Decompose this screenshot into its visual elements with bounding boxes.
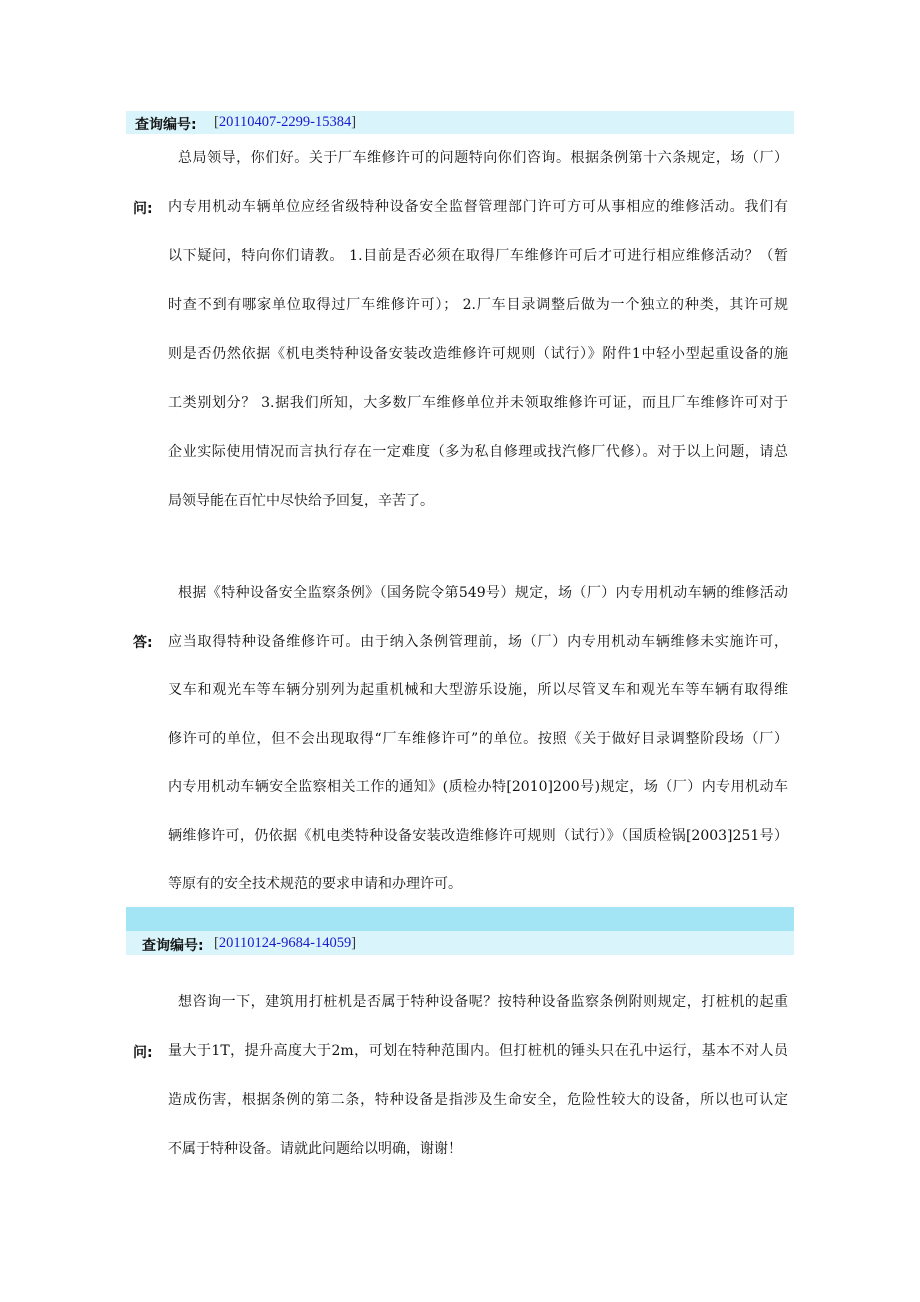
text-line: 内专用机动车辆单位应经省级特种设备安全监督管理部门许可方可从事相应的维修活动。我们有 (168, 199, 788, 215)
text-line: 辆维修许可，仍依据《机电类特种设备安装改造维修许可规则（试行）》（国质检锅[2003]251号） (168, 827, 788, 844)
text-line: 局领导能在百忙中尽快给予回复，辛苦了。 (168, 493, 434, 509)
text-line: 应当取得特种设备维修许可。由于纳入条例管理前，场（厂）内专用机动车辆维修未实施许可， (168, 633, 788, 650)
text-line: 以下疑问，特向你们请教。 1.目前是否必须在取得厂车维修许可后才可进行相应维修活动？（暂 (168, 248, 788, 264)
text-line: 造成伤害，根据条例的第二条，特种设备是指涉及生命安全，危险性较大的设备，所以也可认定 (168, 1092, 788, 1108)
separator-bar (126, 907, 794, 931)
question-label-2: 问: (133, 1045, 153, 1061)
query-id-value-2[interactable]: 20110124-9684-14059 (218, 935, 352, 951)
answer-label-1: 答: (133, 635, 153, 651)
text-line: 量大于1T，提升高度大于2m，可划在特种范围内。但打桩机的锤头只在孔中运行，基本不对人员 (168, 1043, 788, 1059)
text-line: 根据《特种设备安全监察条例》（国务院令第549号）规定，场（厂）内专用机动车辆的维修活动 (178, 585, 788, 601)
query-id-2[interactable]: [20110124-9684-14059] (214, 935, 357, 951)
text-line: 则是否仍然依据《机电类特种设备安装改造维修许可规则（试行）》附件1中轻小型起重设备的施 (168, 346, 788, 362)
query-id-label-1: 查询编号: (135, 117, 197, 133)
text-line: 企业实际使用情况而言执行存在一定难度（多为私自修理或找汽修厂代修）。对于以上问题，请总 (168, 444, 788, 460)
query-id-value-1[interactable]: 20110407-2299-15384 (218, 114, 352, 130)
query-id-1[interactable]: [20110407-2299-15384] (214, 114, 357, 130)
text-line: 工类别划分？ 3.据我们所知，大多数厂车维修单位并未领取维修许可证，而且厂车维修许可对于 (168, 395, 788, 411)
text-line: 叉车和观光车等车辆分别列为起重机械和大型游乐设施，所以尽管叉车和观光车等车辆有取得维 (168, 682, 788, 698)
text-line: 不属于特种设备。请就此问题给以明确，谢谢！ (168, 1141, 462, 1157)
question-label-1: 问: (133, 201, 153, 217)
text-line: 想咨询一下，建筑用打桩机是否属于特种设备呢？按特种设备监察条例附则规定，打桩机的起重 (178, 994, 788, 1010)
text-line: 内专用机动车辆安全监察相关工作的通知》(质检办特[2010]200号)规定，场（厂）内专用机动车 (168, 779, 788, 795)
text-line: 修许可的单位，但不会出现取得“厂车维修许可”的单位。按照《关于做好目录调整阶段场（厂） (168, 730, 788, 747)
query-id-label-2: 查询编号: (142, 938, 204, 954)
text-line: 等原有的安全技术规范的要求申请和办理许可。 (168, 876, 462, 892)
text-line: 总局领导，你们好。关于厂车维修许可的问题特向你们咨询。根据条例第十六条规定，场（厂） (178, 150, 788, 166)
text-line: 时查不到有哪家单位取得过厂车维修许可）； 2.厂车目录调整后做为一个独立的种类，其许可规 (168, 297, 788, 313)
